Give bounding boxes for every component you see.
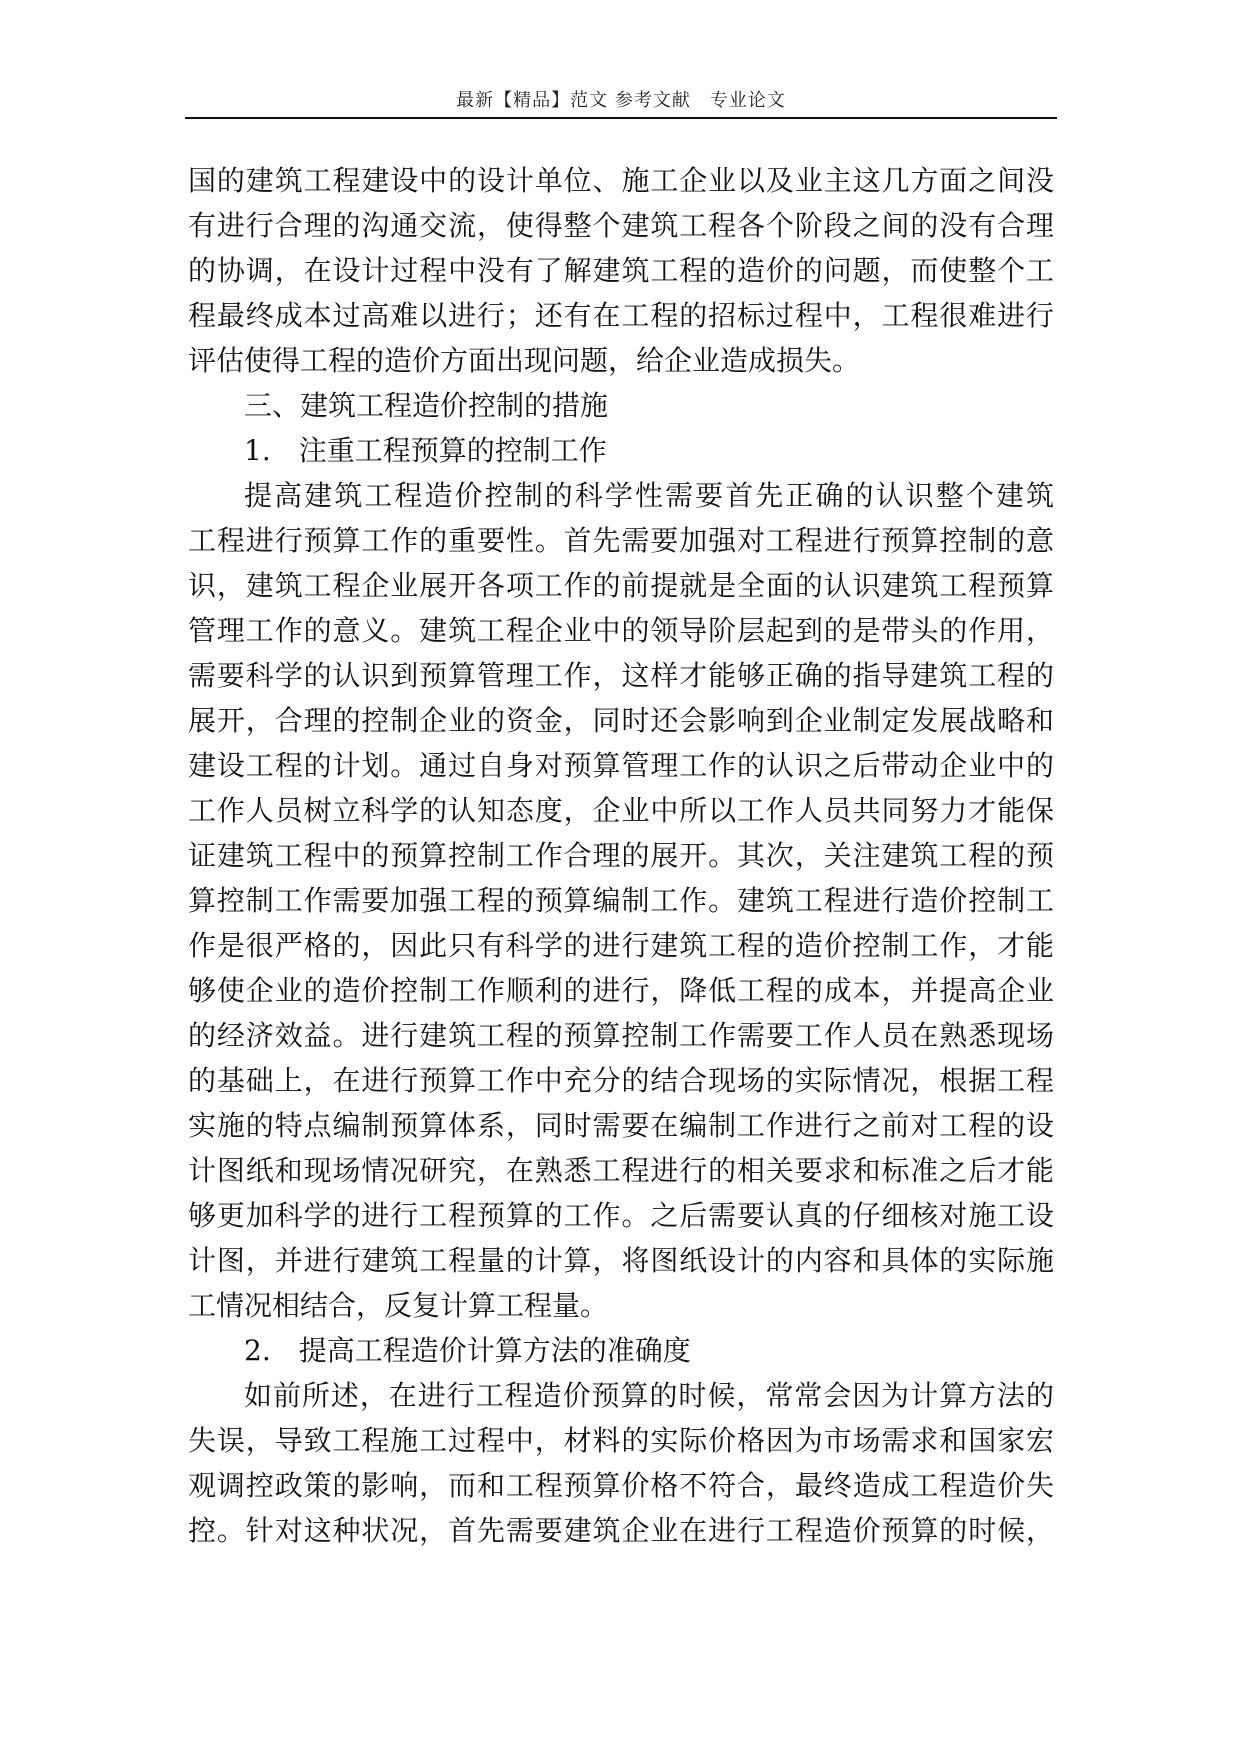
text-line: 失误，导致工程施工过程中，材料的实际价格因为市场需求和国家宏 xyxy=(188,1424,1054,1457)
text-line: 有进行合理的沟通交流，使得整个建筑工程各个阶段之间的没有合理 xyxy=(188,209,1054,242)
document-body xyxy=(188,158,1054,1553)
text-line: 实施的特点编制预算体系，同时需要在编制工作进行之前对工程的设 xyxy=(188,1109,1054,1142)
text-line: 的协调，在设计过程中没有了解建筑工程的造价的问题，而使整个工 xyxy=(188,254,1054,287)
text-line: 国的建筑工程建设中的设计单位、施工企业以及业主这几方面之间没 xyxy=(188,164,1054,197)
text-line: 算控制工作需要加强工程的预算编制工作。建筑工程进行造价控制工 xyxy=(188,884,1054,917)
text-line: 提高建筑工程造价控制的科学性需要首先正确的认识整个建筑 xyxy=(244,479,1054,512)
page-header: 最新【精品】范文 参考文献 专业论文 xyxy=(456,90,786,111)
text-line: 工作人员树立科学的认知态度，企业中所以工作人员共同努力才能保 xyxy=(188,794,1054,827)
header-divider xyxy=(185,117,1057,119)
text-line: 如前所述，在进行工程造价预算的时候，常常会因为计算方法的 xyxy=(244,1379,1054,1412)
text-line: 控。针对这种状况，首先需要建筑企业在进行工程造价预算的时候， xyxy=(188,1514,1054,1547)
section-heading: 三、建筑工程造价控制的措施 xyxy=(244,389,609,422)
text-line: 计图纸和现场情况研究，在熟悉工程进行的相关要求和标准之后才能 xyxy=(188,1154,1054,1187)
text-line: 建设工程的计划。通过自身对预算管理工作的认识之后带动企业中的 xyxy=(188,749,1054,782)
section-heading: 2. 提高工程造价计算方法的准确度 xyxy=(244,1334,691,1367)
section-heading: 1. 注重工程预算的控制工作 xyxy=(244,434,607,467)
text-line: 观调控政策的影响，而和工程预算价格不符合，最终造成工程造价失 xyxy=(188,1469,1054,1502)
text-line: 识，建筑工程企业展开各项工作的前提就是全面的认识建筑工程预算 xyxy=(188,569,1054,602)
text-line: 证建筑工程中的预算控制工作合理的展开。其次，关注建筑工程的预 xyxy=(188,839,1054,872)
text-line: 工程进行预算工作的重要性。首先需要加强对工程进行预算控制的意 xyxy=(188,524,1054,557)
text-line: 工情况相结合，反复计算工程量。 xyxy=(188,1289,609,1322)
text-line: 计图，并进行建筑工程量的计算，将图纸设计的内容和具体的实际施 xyxy=(188,1244,1054,1277)
text-line: 程最终成本过高难以进行；还有在工程的招标过程中，工程很难进行 xyxy=(188,299,1054,332)
text-line: 的基础上，在进行预算工作中充分的结合现场的实际情况，根据工程 xyxy=(188,1064,1054,1097)
text-line: 评估使得工程的造价方面出现问题，给企业造成损失。 xyxy=(188,344,861,377)
text-line: 管理工作的意义。建筑工程企业中的领导阶层起到的是带头的作用， xyxy=(188,614,1054,647)
text-line: 够更加科学的进行工程预算的工作。之后需要认真的仔细核对施工设 xyxy=(188,1199,1054,1232)
text-line: 展开，合理的控制企业的资金，同时还会影响到企业制定发展战略和 xyxy=(188,704,1054,737)
text-line: 需要科学的认识到预算管理工作，这样才能够正确的指导建筑工程的 xyxy=(188,659,1054,692)
text-line: 作是很严格的，因此只有科学的进行建筑工程的造价控制工作，才能 xyxy=(188,929,1054,962)
text-line: 够使企业的造价控制工作顺利的进行，降低工程的成本，并提高企业 xyxy=(188,974,1054,1007)
text-line: 的经济效益。进行建筑工程的预算控制工作需要工作人员在熟悉现场 xyxy=(188,1019,1054,1052)
